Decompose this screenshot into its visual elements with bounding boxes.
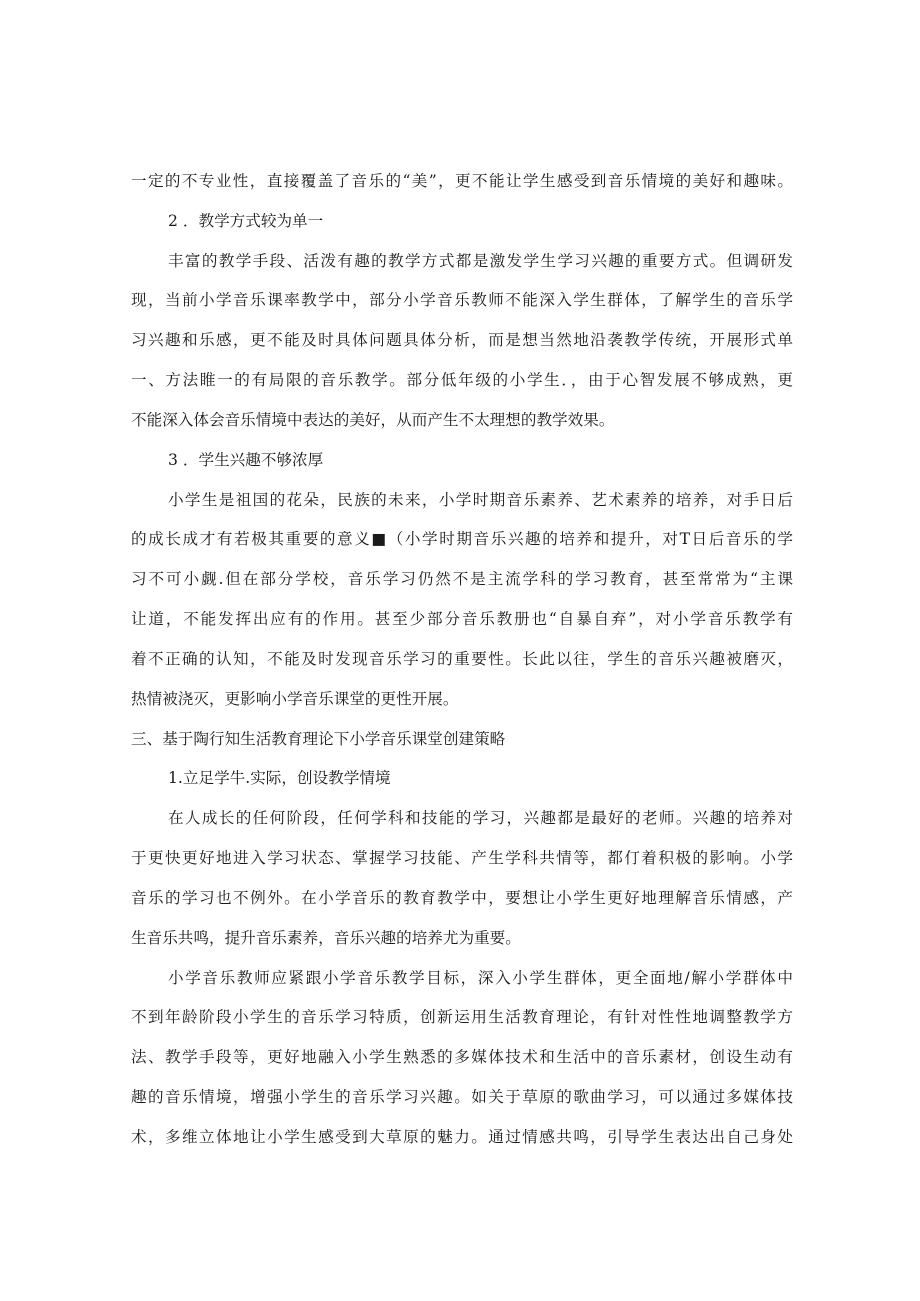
section-heading: 3 ．学生兴趣不够浓厚 bbox=[168, 451, 324, 469]
chapter-heading: 三、基于陶行知生活教育理论下小学音乐课堂创建策略 bbox=[131, 730, 506, 748]
paragraph-line: 习不可小觑.但在部分学校，音乐学习仍然不是主流学科的学习教育，甚至常常为“主课 bbox=[131, 570, 793, 588]
paragraph-line: 在人成长的任何阶段，任何学科和技能的学习，兴趣都是最好的老师。兴趣的培养对 bbox=[168, 809, 793, 827]
paragraph-line: 着不正确的认知，不能及时发现音乐学习的重要性。长此以往，学生的音乐兴趣被磨灭， bbox=[131, 650, 793, 668]
paragraph-line: 不能深入体会音乐情境中表达的美好，从而产生不太理想的教学效果。 bbox=[131, 411, 615, 429]
section-heading: 1.立足学牛.实际，创设教学情境 bbox=[168, 769, 391, 787]
paragraph-line: 小学音乐教师应紧跟小学音乐教学目标，深入小学生群体，更全面地/解小学群体中 bbox=[168, 969, 793, 987]
paragraph-line: 习兴趣和乐感，更不能及时具体问题具体分析，而是想当然地沿袭教学传统，开展形式单 bbox=[131, 331, 793, 349]
paragraph-line: 小学生是祖国的花朵，民族的未来，小学时期音乐素养、艺术素养的培养，对手日后 bbox=[168, 491, 793, 509]
paragraph-line: 不到年龄阶段小学生的音乐学习特质，创新运用生活教育理论，有针对性性地调整教学方 bbox=[131, 1008, 793, 1026]
paragraph-line: 一定的不专业性，直接覆盖了音乐的“美”，更不能让学生感受到音乐情境的美好和趣味。 bbox=[131, 172, 793, 190]
paragraph-line: 一、方法睢一的有局限的音乐教学。部分低年级的小学生．，由于心智发展不够成熟，更 bbox=[131, 371, 793, 389]
paragraph-line: 法、教学手段等，更好地融入小学生熟悉的多媒体技术和生活中的音乐素材，创设生动有 bbox=[131, 1048, 793, 1066]
paragraph-line: 术，多维立体地让小学生感受到大草原的魅力。通过情感共鸣，引导学生表达出自己身处 bbox=[131, 1128, 793, 1146]
section-heading: 2 ．教学方式较为单一 bbox=[168, 212, 324, 230]
paragraph-line: 的成长成才有若极其重要的意义■（小学时期音乐兴趣的培养和提升，对T日后音乐的学 bbox=[131, 530, 793, 548]
paragraph-line: 现，当前小学音乐课率教学中，部分小学音乐教师不能深入学生群体，了解学生的音乐学 bbox=[131, 291, 793, 309]
paragraph-line: 热情被浇灭，更影响小学音乐课堂的更性开展。 bbox=[131, 690, 459, 708]
paragraph-line: 于更快更好地进入学习状态、掌握学习技能、产生学科共情等，都仃着积极的影响。小学 bbox=[131, 849, 793, 867]
paragraph-line: 丰富的教学手段、活泼有趣的教学方式都是激发学生学习兴趣的重要方式。但调研发 bbox=[168, 252, 793, 270]
paragraph-line: 音乐的学习也不例外。在小学音乐的教育教学中，要想让小学生更好地理解音乐情感，产 bbox=[131, 889, 793, 907]
paragraph-line: 生音乐共鸣，提升音乐素养，音乐兴趣的培养尤为重要。 bbox=[131, 929, 521, 947]
paragraph-line: 趣的音乐情境，增强小学生的音乐学习兴趣。如关于草原的歌曲学习，可以通过多媒体技 bbox=[131, 1088, 793, 1106]
paragraph-line: 让道，不能发挥出应有的作用。甚至少部分音乐教册也“自暴自弃”，对小学音乐教学有 bbox=[131, 610, 793, 628]
